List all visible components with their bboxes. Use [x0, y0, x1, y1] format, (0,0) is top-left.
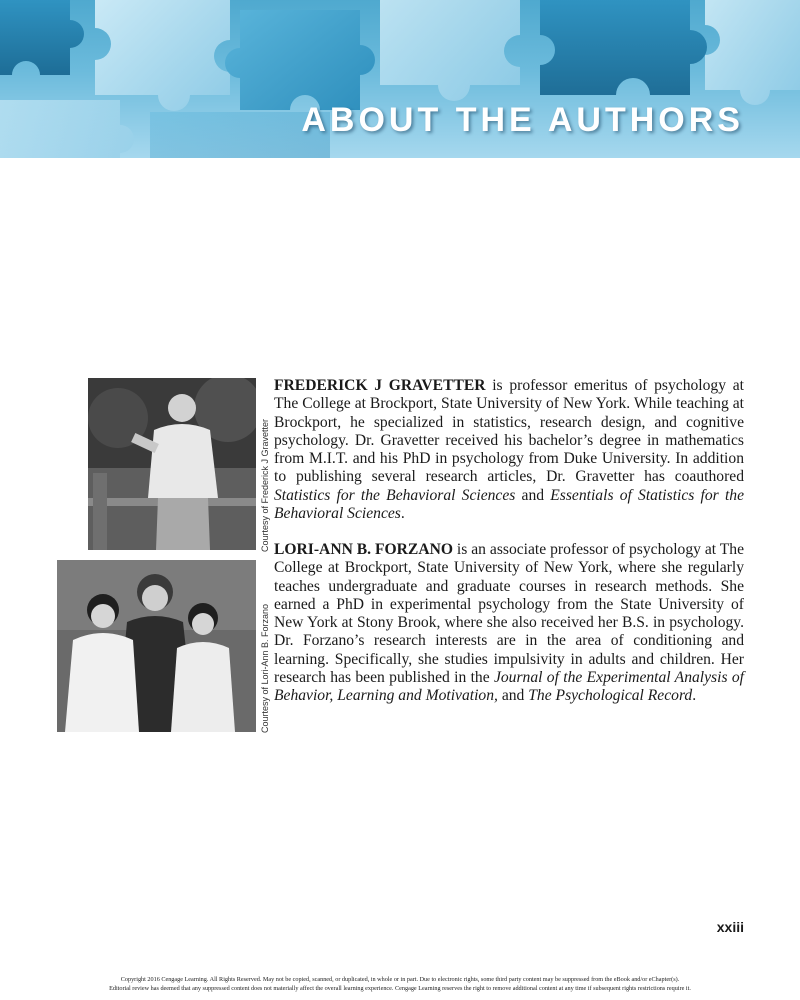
italic-title-text: Journal of the Experimental Analysis of Behavior, Learning and Motivation,	[274, 669, 744, 705]
author-photo-forzano	[57, 560, 256, 732]
body-text: is an associate professor of psychology at The College at Brockport, State University of New York, where she regularly teaches undergraduate and graduate courses in research methods. She earned a PhD in experimental psychology from the State University of New York at Stony Brook, where she also received her B.S. in psychology. Dr. Forzano’s research interests are in the area of conditioning and learning. Specifically, she studies impulsivity in adults and children. Her research has been published in the	[274, 541, 744, 687]
bio-text	[274, 541, 744, 704]
italic-title-text: The Psychological Record	[528, 687, 693, 705]
copyright-line-1: Copyright 2016 Cengage Learning. All Rights Reserved. May not be copied, scanned, or duplicated, in whole or in part. Due to electronic rights, some third party content may be suppressed from the eBook and/or eChapter(s).	[120, 976, 680, 983]
page-title: ABOUT THE AUTHORS	[301, 101, 744, 139]
body-text: is professor emeritus of psychology at The College at Brockport, State University of New York. While teaching at Brockport, he specialized in statistics, research design, and cognitive psychology. Dr. Gravetter received his bachelor’s degree in mathematics from M.I.T. and his PhD in psychology from Duke University. In addition to publishing several research articles, Dr. Gravetter has coauthored	[274, 377, 744, 486]
body-text: and	[497, 687, 529, 705]
author-name: LORI-ANN B. FORZANO	[274, 541, 453, 558]
photo-credit-forzano: Courtesy of Lori-Ann B. Forzano	[260, 603, 270, 733]
italic-title-text: Statistics for the Behavioral Sciences	[274, 486, 516, 504]
author-portrait-forzano-icon	[57, 560, 256, 732]
body-text: .	[692, 687, 697, 705]
copyright-line-2: Editorial review has deemed that any suppressed content does not materially affect the overall learning experience. Cengage Learning reserves the right to remove additional content at any time if subsequent rights restrictions require it.	[109, 985, 691, 992]
body-text: and	[515, 486, 551, 504]
photo-credit-gravetter: Courtesy of Frederick J Gravetter	[260, 418, 270, 552]
body-text: .	[400, 505, 405, 523]
copyright-footer	[0, 975, 800, 993]
author-photo-gravetter	[88, 378, 256, 550]
page-number: xxiii	[716, 919, 744, 935]
italic-title-text: Essentials of Statistics for the Behavioral Sciences	[274, 486, 745, 523]
author-portrait-gravetter-icon	[88, 378, 256, 550]
author-bio-gravetter	[274, 377, 744, 523]
header-banner	[0, 0, 800, 158]
bio-text	[274, 377, 744, 522]
author-bio-forzano	[274, 541, 744, 706]
author-name: FREDERICK J GRAVETTER	[274, 377, 486, 394]
